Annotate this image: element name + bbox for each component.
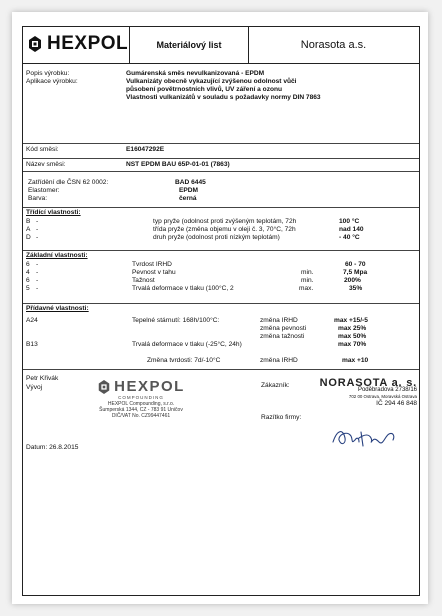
customer-name: NORASOTA a. s.: [319, 377, 417, 389]
customer-label: Zákazník:: [261, 382, 290, 389]
class-value: černá: [179, 195, 197, 202]
prop-change: změna IRHD: [260, 357, 298, 364]
divider: [23, 143, 419, 144]
code-value: E16047292E: [126, 146, 165, 153]
customer-stamp: [313, 379, 417, 408]
prop-change: změna IRHD: [260, 317, 298, 324]
prop-change: změna tažnosti: [260, 333, 305, 340]
document-page: [12, 12, 428, 604]
prop-dash: -: [36, 261, 39, 268]
prop-dash: -: [36, 277, 39, 284]
stamp-logo-text: HEXPOL: [114, 377, 185, 395]
prop-code: B: [26, 218, 31, 225]
prop-text: typ pryže (odolnost proti zvýšeným teplotám, 72h: [153, 218, 297, 225]
prop-cond: min.: [301, 269, 314, 276]
sorting-title: Třídící vlastnosti:: [26, 209, 81, 216]
prop-test: Změna tvrdosti: 7d/-10°C: [147, 357, 221, 364]
prop-value: 60 - 70: [345, 261, 366, 268]
prop-value: 7,5 Mpa: [343, 269, 368, 276]
class-value: BAD 6445: [175, 179, 206, 186]
doc-title: Materiálový list: [129, 27, 249, 63]
prop-value: 200%: [344, 277, 361, 284]
prop-dash: -: [36, 226, 39, 233]
prop-value: 100 °C: [339, 218, 360, 225]
prop-code: B13: [26, 341, 38, 348]
app-line: působení povětrnostních vlivů, UV záření a ozonu: [126, 86, 283, 93]
prop-code: A: [26, 226, 31, 233]
app-label: Aplikace výrobku:: [26, 78, 78, 85]
prop-code: 6: [26, 277, 30, 284]
desc-value: Gumárenská směs nevulkanizovaná - EPDM: [126, 70, 265, 77]
name-value: NST EPDM BAU 65P-01-01 (7863): [126, 161, 230, 168]
customer-line: Poděbradova 2738/16: [357, 387, 417, 394]
divider: [23, 303, 419, 304]
customer-line: 702 00 Ostrava, Moravská Ostrava: [348, 394, 417, 400]
prop-code: 6: [26, 261, 30, 268]
additional-title: Přídavné vlastnosti:: [26, 305, 89, 312]
logo-wordmark: HEXPOL: [47, 32, 129, 54]
desc-label: Popis výrobku:: [26, 70, 70, 77]
signer-name: Petr Křivák: [26, 375, 59, 382]
prop-dash: -: [36, 234, 39, 241]
hexpol-logo: [27, 32, 129, 54]
prop-cond: min.: [301, 277, 314, 284]
prop-text: Trvalá deformace v tlaku (100°C, 2: [132, 285, 234, 292]
customer-line: IČ 294 46 848: [376, 400, 417, 408]
divider: [23, 158, 419, 159]
prop-test: Trvalá deformace v tlaku (-25°C, 24h): [132, 341, 242, 348]
prop-value: max 70%: [338, 341, 367, 348]
prop-value: - 40 °C: [339, 234, 360, 241]
prop-code: A24: [26, 317, 38, 324]
stamp-line: DIČ/VAT No. CZ99447461: [111, 413, 171, 419]
divider: [23, 171, 419, 172]
prop-change: změna pevnosti: [260, 325, 307, 332]
prop-dash: -: [36, 269, 39, 276]
handwritten-signature: [329, 420, 399, 452]
class-label: Barva:: [28, 195, 48, 202]
basic-title: Základní vlastnosti:: [26, 252, 88, 259]
sheet-header: [23, 27, 419, 64]
prop-value: max 50%: [338, 333, 367, 340]
prop-value: max +10: [342, 357, 369, 364]
app-line: Vlastnosti vulkanizátů v souladu s požadavky normy DIN 7863: [126, 94, 321, 101]
hexpol-emblem-icon: [97, 379, 111, 395]
name-label: Název směsi:: [26, 161, 66, 168]
signer-dept: Vývoj: [26, 384, 43, 391]
hexpol-emblem-icon: [27, 35, 43, 53]
material-sheet-frame: [22, 26, 420, 596]
prop-value: 35%: [349, 285, 363, 292]
prop-code: 4: [26, 269, 30, 276]
prop-value: nad 140: [339, 226, 364, 233]
prop-value: max 25%: [338, 325, 367, 332]
prop-text: Pevnost v tahu: [132, 269, 176, 276]
prop-dash: -: [36, 285, 39, 292]
prop-value: max +15/-5: [334, 317, 368, 324]
stamp-sub: COMPOUNDING: [118, 395, 164, 400]
hexpol-stamp: [83, 379, 199, 419]
class-value: EPDM: [179, 187, 199, 194]
prop-text: druh pryže (odolnost proti nízkým teplotám): [153, 234, 280, 241]
class-label: Elastomer:: [28, 187, 60, 194]
prop-text: Tvrdost IRHD: [132, 261, 172, 268]
code-label: Kód směsi:: [26, 146, 59, 153]
company-name: Norasota a.s.: [300, 38, 367, 51]
prop-code: D: [26, 234, 31, 241]
app-line: Vulkanizáty obecně vykazující zvýšenou odolnost vůči: [126, 78, 297, 85]
prop-cond: max.: [299, 285, 314, 292]
prop-text: Tažnost: [132, 277, 155, 284]
sign-label: Razítko firmy:: [261, 414, 302, 421]
class-label: Zatřídění dle ČSN 62 0002:: [28, 179, 109, 186]
prop-code: 5: [26, 285, 30, 292]
stamp-line: HEXPOL Compounding, s.r.o.: [107, 401, 175, 407]
stamp-line: Šumperská 1344, CZ - 783 91 Uničov: [99, 407, 183, 413]
divider: [23, 369, 419, 370]
issue-date: Datum: 26.8.2015: [26, 444, 79, 451]
prop-test: Tepelné stárnutí: 168h/100°C:: [132, 317, 220, 324]
prop-text: třída pryže (změna objemu v oleji č. 3, 70°C, 72h: [153, 226, 296, 233]
divider: [23, 250, 419, 251]
prop-dash: -: [36, 218, 39, 225]
divider: [23, 207, 419, 208]
